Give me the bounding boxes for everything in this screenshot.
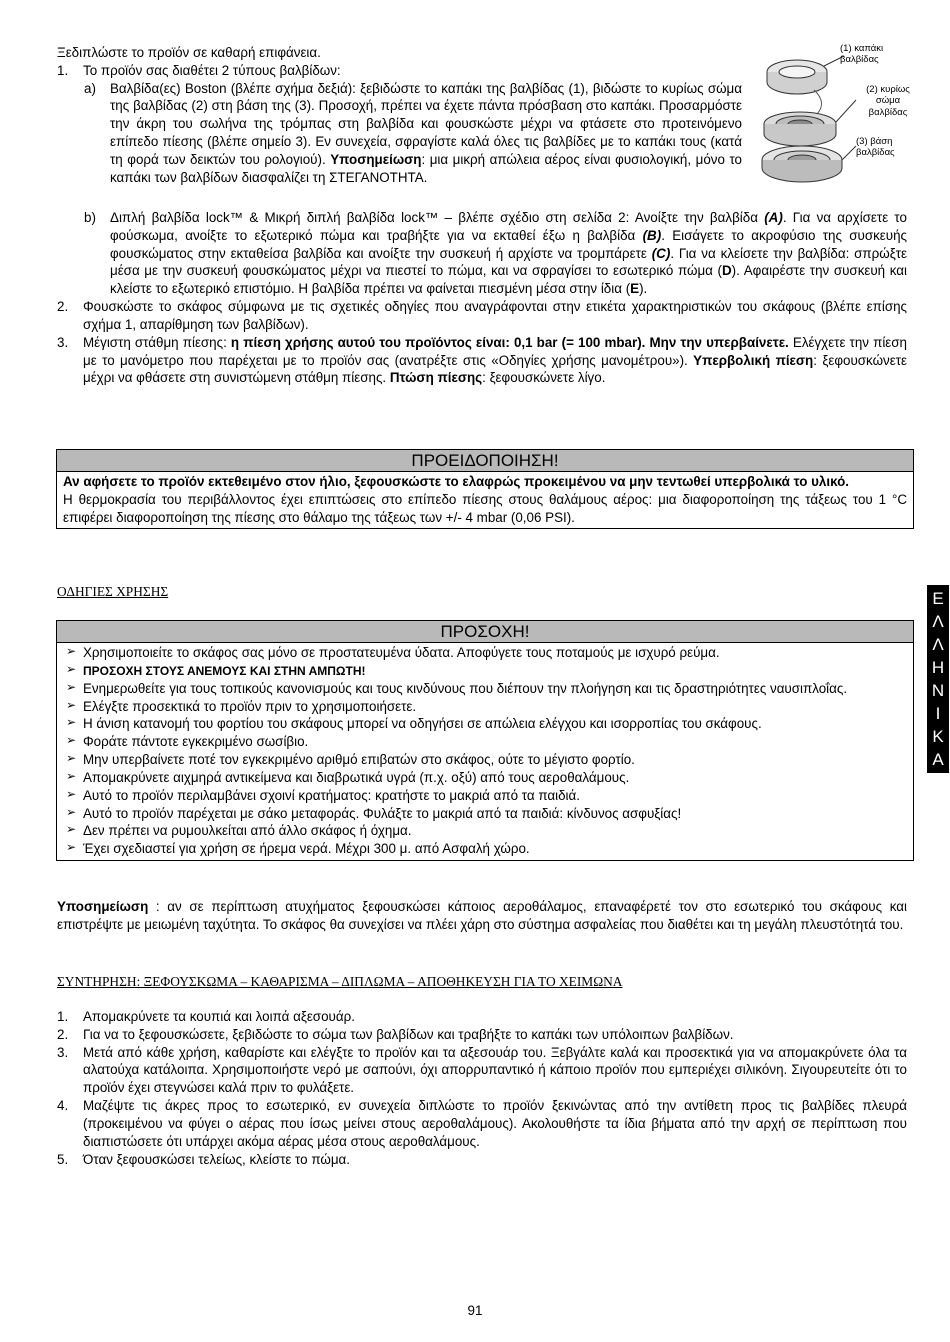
caution-text: Φοράτε πάντοτε εγκεκριμένο σωσίβιο.: [83, 734, 309, 750]
list-number: 3.: [57, 1044, 69, 1060]
list-text: Μετά από κάθε χρήση, καθαρίστε και ελέγξτε το προϊόν και τα αξεσουάρ του. Ξεβγάλτε καλά και προσεκτικά για να απομακρύνετε όλα τα αλατούχα κατάλοιπα. Χρησιμοποιήστε νερό με σαπούνι, όχι απορρυπαντικό ή κάποιο προϊόν που εμπεριέχει σιλικόνη. Σιγουρευτείτε ότι το προϊόν έχει στεγνώσει καλά πριν το φυλάξετε.: [83, 1044, 907, 1096]
caution-text: Δεν πρέπει να ρυμουλκείται από άλλο σκάφος ή όχημα.: [83, 823, 412, 839]
figure-label-body: (2) κυρίως σώμα βαλβίδας: [866, 84, 910, 118]
arrow-bullet-icon: ➢: [66, 751, 77, 766]
caution-item: [57, 698, 913, 716]
arrow-bullet-icon: ➢: [66, 644, 77, 658]
maintenance-section-title: ΣΥΝΤΗΡΗΣΗ: ΞΕΦΟΥΣΚΩΜΑ – ΚΑΘΑΡΙΣΜΑ – ΔΙΠΛΩΜΑ – ΑΠΟΘΗΚΕΥΣΗ ΓΙΑ ΤΟ ΧΕΙΜΩΝΑ: [57, 974, 623, 989]
side-tab-letter: Η: [931, 658, 945, 677]
caution-item: [57, 715, 913, 733]
list-number: 1.: [57, 62, 69, 78]
list-number: 3.: [57, 334, 69, 350]
caution-item: [57, 680, 913, 698]
sub-text-end: : μια μικρή απώλεια αέρος είναι φυσιολογική, μόνο το καπάκι των βαλβίδων διασφαλίζει τη ΣΤΕΓΑΝΟΤΗΤΑ.: [110, 151, 742, 185]
figure-label-cap: (1) καπάκι βαλβίδας: [840, 43, 884, 66]
ref-a: (A): [764, 210, 783, 225]
caution-text: Ελέγξτε προσεκτικά το προϊόν πριν το χρησιμοποιήσετε.: [83, 698, 417, 714]
caution-text: Η άνιση κατανομή του φορτίου του σκάφους μπορεί να οδηγήσει σε απώλεια ελέγχου και ισορροπίας του σκάφους.: [83, 716, 762, 732]
maintenance-list: [57, 1008, 907, 1168]
sub-text: . Για να κλείσετε την βαλβίδα: σπρώξτε μέσα με την συσκευή φουσκώματος μέχρι να πιεστεί το πώμα, και να σφραγίσει το εσωτερικό πώμα (: [110, 245, 907, 279]
caution-text: Μην υπερβαίνετε ποτέ τον εγκεκριμένο αριθμό επιβατών στο σκάφος, ούτε το μέγιστο φορτίο.: [83, 752, 635, 768]
figure-label-base: (3) βάση βαλβίδας: [856, 136, 895, 159]
list-text: : ξεφουσκώνετε λίγο.: [482, 370, 606, 386]
sub-text: ). Αφαιρέστε την συσκευή και κλείστε το εξωτερικό επιστόμιο. Η βαλβίδα πρέπει να φαίνεται πιεσμένη μέσα στην ίδια (: [110, 263, 907, 297]
side-tab-letter: Α: [932, 750, 944, 769]
list-item-1: [57, 62, 742, 80]
arrow-bullet-icon: ➢: [66, 679, 77, 694]
list-text: Ελέγχετε την πίεση με το μανόμετρο που παρέχεται με το προϊόν σας (ανατρέξτε στις «Οδηγίες χρήσης μανομέτρου»).: [83, 334, 907, 368]
side-tab-letter: Ε: [932, 589, 944, 608]
sub-text: Βαλβίδα(ες) Boston (βλέπε σχήμα δεξιά): ξεβιδώστε το καπάκι της βαλβίδας (1), βιδώστε το κυρίως σώμα της βαλβίδας (2) στη βάση της (3). Προσοχή, πρέπει να έχετε πάντα πρόσβαση στο καπάκι. Προσαρμόστε την άκρη του σωλήνα της τρόμπας στη βαλβίδα και φουσκώστε μέχρι να φτάσετε στο προτεινόμενο επίπεδο πίεσης (βλέπε σημείο 3). Εν συνεχεία, σφραγίστε καλά όλες τις βαλβίδες με το καπάκι τους (κατά τη φορά των δεικτών του ρολογιού).: [110, 80, 742, 167]
caution-title: ΠΡΟΣΟΧΗ!: [57, 621, 913, 643]
valve-figure: [752, 42, 922, 202]
warning-body: [57, 472, 913, 528]
side-tab-letter: Κ: [932, 727, 944, 746]
list-item-2: [57, 298, 907, 334]
caution-item: [57, 769, 913, 787]
arrow-bullet-icon: ➢: [66, 768, 77, 783]
caution-text: Απομακρύνετε αιχμηρά αντικείμενα και διαβρωτικά υγρά (π.χ. οξύ) από τους αεροθαλάμους.: [83, 769, 630, 785]
overpressure-label: Υπερβολική πίεση: [693, 352, 814, 368]
sub-label: a): [84, 80, 96, 96]
arrow-bullet-icon: ➢: [66, 804, 77, 819]
arrow-bullet-icon: ➢: [66, 715, 77, 730]
maintenance-item: [57, 1026, 907, 1044]
list-text: Μέγιστη στάθμη πίεσης:: [83, 334, 231, 350]
accident-note: [57, 898, 907, 934]
ref-d: D: [722, 263, 732, 279]
caution-text: Αυτό το προϊόν παρέχεται με σάκο μεταφοράς. Φυλάξτε το μακριά από τα παιδιά: κίνδυνος ασφυξίας!: [83, 805, 682, 821]
list-text: : ξεφουσκώνετε μέχρι να φθάσετε στη συνιστώμενη στάθμη πίεσης.: [83, 352, 907, 386]
side-tab-letter: Λ: [932, 612, 944, 631]
sub-label: b): [84, 210, 96, 225]
note-text: : αν σε περίπτωση ατυχήματος ξεφουσκώσει κάποιος αεροθάλαμος, επαναφέρετέ τον στο εσωτερικό του σκάφους και επιστρέψτε με μειωμένη ταχύτητα. Το σκάφος θα συνεχίσει να πλέει χάρη στο σύστημα ασφαλείας που διαθέτει και τη μεγάλη πλευστότητά του.: [57, 899, 907, 932]
valve-instructions: [57, 209, 907, 387]
caution-item: [57, 662, 913, 680]
caution-box: [56, 620, 914, 861]
sub-item-a: [57, 80, 742, 187]
caution-text: Χρησιμοποιείτε το σκάφος σας μόνο σε προστατευμένα ύδατα. Αποφύγετε τους ποταμούς με ισχυρό ρεύμα.: [83, 645, 720, 660]
sub-text: ).: [639, 281, 648, 297]
sub-item-b: [57, 209, 907, 298]
list-item-3: [57, 334, 907, 387]
intro-line: Ξεδιπλώστε το προϊόν σε καθαρή επιφάνεια.: [57, 45, 321, 60]
warning-box: [56, 449, 914, 529]
list-number: 4.: [57, 1098, 69, 1114]
arrow-bullet-icon: ➢: [66, 822, 77, 837]
side-tab-letter: Ι: [935, 704, 941, 723]
list-number: 2.: [57, 1026, 69, 1042]
arrow-bullet-icon: ➢: [66, 697, 77, 712]
caution-list: [57, 643, 913, 860]
caution-item: [57, 840, 913, 858]
note-label: Υποσημείωση: [330, 151, 422, 167]
page-number: 91: [467, 1303, 483, 1318]
arrow-bullet-icon: ➢: [66, 840, 77, 855]
pressure-bold: η πίεση χρήσης αυτού του προϊόντος είναι: 0,1 bar (= 100 mbar). Μην την υπερβαίνετε.: [230, 334, 789, 350]
intro-section: [57, 44, 742, 187]
arrow-bullet-icon: ➢: [66, 661, 77, 676]
list-text: Για να το ξεφουσκώσετε, ξεβιδώστε το σώμα των βαλβίδων και τραβήξτε το καπάκι των υπόλοιπων βαλβίδων.: [83, 1026, 734, 1042]
list-text: Το προϊόν σας διαθέτει 2 τύπους βαλβίδων:: [83, 62, 341, 78]
maintenance-item: [57, 1151, 907, 1169]
warning-text: Η θερμοκρασία του περιβάλλοντος έχει επιπτώσεις στο επίπεδο πίεσης στους θαλάμους αέρος: μια διαφοροποίηση της τάξεως του 1 °C επιφέρει διαφοροποίηση της πίεσης στο θάλαμο της τάξεως των +/- 4 mbar (0,06 PSI).: [63, 491, 907, 525]
caution-item: [57, 805, 913, 823]
caution-item: [57, 733, 913, 751]
sub-text: Διπλή βαλβίδα lock™ & Μικρή διπλή βαλβίδα lock™ – βλέπε σχέδιο στη σελίδα 2: Ανοίξτε την βαλβίδα: [110, 210, 765, 225]
arrow-bullet-icon: ➢: [66, 786, 77, 801]
list-text: Απομακρύνετε τα κουπιά και λοιπά αξεσουάρ.: [83, 1009, 355, 1024]
caution-text: Έχει σχεδιαστεί για χρήση σε ήρεμα νερά. Μέχρι 300 μ. από Ασφαλή χώρο.: [83, 841, 530, 857]
caution-text: Αυτό το προϊόν περιλαμβάνει σχοινί κρατήματος: κρατήστε το μακριά από τα παιδιά.: [83, 787, 580, 803]
caution-item: [57, 751, 913, 769]
sub-text: . Για να αρχίσετε το φούσκωμα, ανοίξτε το εξωτερικό πώμα και τραβήξτε για να εκταθεί έξω η βαλβίδα: [110, 210, 907, 243]
list-number: 1.: [57, 1009, 69, 1024]
list-number: 5.: [57, 1151, 69, 1167]
list-number: 2.: [57, 299, 69, 315]
ref-b: (B): [642, 227, 662, 243]
warning-bold-text: Αν αφήσετε το προϊόν εκτεθειμένο στον ήλιο, ξεφουσκώστε το ελαφρώς προκειμένου να μην τεντωθεί υπερβολικά το υλικό.: [63, 474, 849, 489]
side-tab-letter: Ν: [931, 681, 945, 700]
ref-e: E: [630, 281, 640, 297]
maintenance-item: [57, 1008, 907, 1026]
sub-text: . Εισάγετε το ακροφύσιο της συσκευής φουσκώματος στην εκταθείσα βαλβίδα και ανοίξτε την συσκευή ή αρχίστε να τρομπάρετε: [110, 227, 907, 261]
maintenance-item: [57, 1044, 907, 1097]
caution-item: [57, 787, 913, 805]
valve-illustration: [752, 42, 922, 202]
note-label: Υποσημείωση: [57, 899, 149, 914]
arrow-bullet-icon: ➢: [66, 733, 77, 748]
warning-title: ΠΡΟΕΙΔΟΠΟΙΗΣΗ!: [57, 450, 913, 472]
list-text: Μαζέψτε τις άκρες προς το εσωτερικό, εν συνεχεία διπλώστε το προϊόν ξεκινώντας από την αντίθετη προς τις βαλβίδες πλευρά (προκειμένου να φύγει ο αέρας που ίσως μείνει στους αεροθαλάμους). Ακολουθήστε τα ίδια βήματα από την αρχή σε περίπτωση που διαπιστώσετε ότι υπάρχει ακόμα αέρας μέσα στους αεροθαλάμους.: [83, 1098, 907, 1149]
list-text: Όταν ξεφουσκώσει τελείως, κλείστε το πώμα.: [83, 1151, 351, 1167]
usage-section-title: ΟΔΗΓΙΕΣ ΧΡΗΣΗΣ: [57, 584, 169, 599]
maintenance-item: [57, 1097, 907, 1150]
caution-item: [57, 822, 913, 840]
list-text: Φουσκώστε το σκάφος σύμφωνα με τις σχετικές οδηγίες που αναγράφονται στην ετικέτα χαρακτηριστικών του σκάφους (βλέπε επίσης σχήμα 1, απαρίθμηση των βαλβίδων).: [83, 299, 907, 332]
pressure-drop-label: Πτώση πίεσης: [389, 370, 483, 386]
caution-item: [57, 644, 913, 662]
language-side-tab: [927, 585, 949, 773]
ref-c: (C): [651, 245, 671, 261]
caution-text: Ενημερωθείτε για τους τοπικούς κανονισμούς και τους κινδύνους που διέπουν την πλοήγηση και τις δραστηριότητες ναυσιπλοΐας.: [83, 680, 848, 696]
caution-text: ΠΡΟΣΟΧΗ ΣΤΟΥΣ ΑΝΕΜΟΥΣ ΚΑΙ ΣΤΗΝ ΑΜΠΩΤΗ!: [83, 663, 366, 678]
side-tab-letter: Λ: [932, 635, 944, 654]
